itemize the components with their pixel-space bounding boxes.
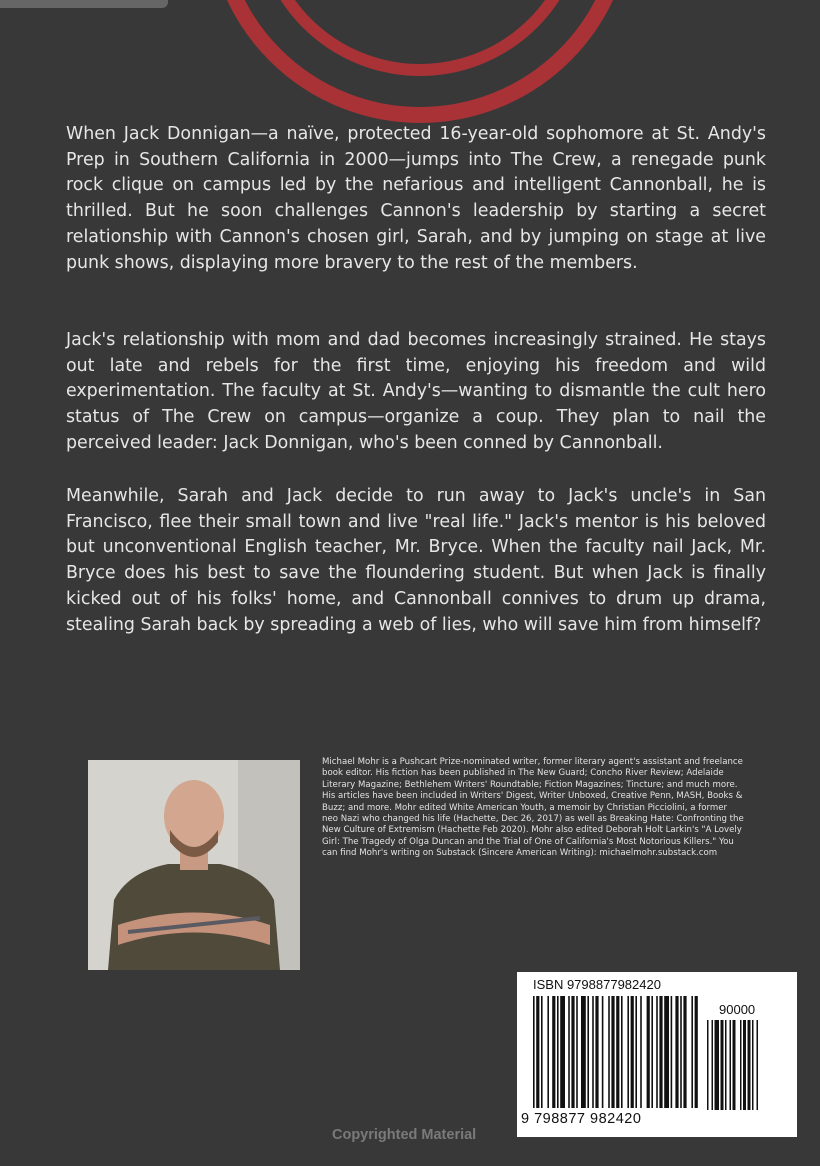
red-ring-graphic (0, 0, 820, 130)
author-bio: Michael Mohr is a Pushcart Prize-nominated writer, former literary agent's assistant and freelance book editor. His fiction has been published in The New Guard; Concho River Review; Adelaide Literary Magazine; Bethlehem Writers' Roundtable; Fiction Magazines; Tincture; and much more. His articles have been included in Writers' Digest, Writer Unboxed, Creative Penn, MASH, Books & Buzz; and more. Mohr edited White American Youth, a memoir by Christian Picciolini, a former neo Nazi who changed his life (Hachette, Dec 26, 2017) as well as Breaking Hate: Confronting the New Culture of Extremism (Hachette Feb 2020). Mohr also edited Deborah Holt Larkin's "A Lovely Girl: The Tragedy of Olga Duncan and the Trial of One of California's Most Notorious Killers." You can find Mohr's writing on Substack (Sincere American Writing): michaelmohr.substack.com (322, 757, 744, 859)
copyright-watermark: Copyrighted Material (332, 1127, 477, 1143)
isbn-barcode (517, 972, 797, 1137)
inner-ring (260, 0, 580, 70)
author-photo (88, 760, 300, 970)
scan-corner-artifact (0, 0, 168, 8)
blurb-paragraph-2: Jack's relationship with mom and dad becomes increasingly strained. He stays out late and rebels for the first time, enjoying his freedom and wild experimentation. The faculty at St. Andy's—wanting to dismantle the cult hero status of The Crew on campus—organize a coup. They plan to nail the perceived leader: Jack Donnigan, who's been conned by Cannonball. (66, 330, 766, 453)
blurb-paragraph-3: Meanwhile, Sarah and Jack decide to run away to Jack's uncle's in San Francisco, flee their small town and live "real life." Jack's mentor is his beloved but unconventional English teacher, Mr. Bryce. When the faculty nail Jack, Mr. Bryce does his best to save the floundering student. But when Jack is finally kicked out of his folks' home, and Cannonball connives to drum up drama, stealing Sarah back by spreading a web of lies, who will save him from himself? (66, 486, 766, 635)
barcode-digits: 9 798877 982420 (521, 1111, 642, 1127)
price-code: 90000 (719, 1002, 756, 1017)
blurb-paragraph-1: When Jack Donnigan—a naïve, protected 16-year-old sophomore at St. Andy's Prep in Southern California in 2000—jumps into The Crew, a renegade punk rock clique on campus led by the nefarious and intelligent Cannonball, he is thrilled. But he soon challenges Cannon's leadership by starting a secret relationship with Cannon's chosen girl, Sarah, and by jumping on stage at live punk shows, displaying more bravery to the rest of the members. (66, 124, 766, 273)
isbn-label: ISBN 9798877982420 (533, 977, 661, 992)
outer-ring (215, 0, 625, 115)
